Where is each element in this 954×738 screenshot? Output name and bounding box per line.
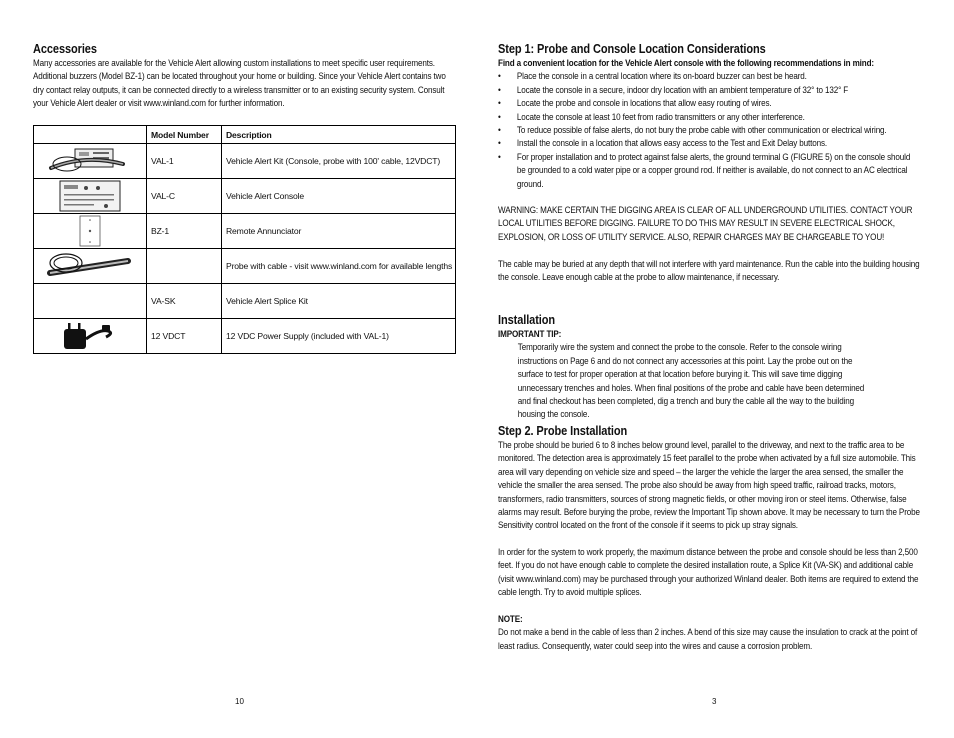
list-item: • Install the console in a location that allows easy access to the Test and Exit Delay buttons. — [498, 137, 921, 150]
list-item: • Place the console in a central location where its on-board buzzer can best be heard. — [498, 70, 921, 83]
list-item: • Locate the console in a secure, indoor dry location with an ambient temperature of 32° to 132° F — [498, 84, 921, 97]
table-cell-image — [34, 179, 147, 214]
accessories-table — [33, 125, 456, 354]
table-row — [34, 144, 456, 179]
note-text: Do not make a bend in the cable of less than 2 inches. A bend of this size may cause the insulation to crack at the point of least radius. Consequently, water could seep into the wires and cause a corrosion problem. — [498, 627, 918, 651]
table-cell-model: VAL-1 — [147, 144, 222, 179]
table-cell-image — [34, 144, 147, 179]
page-number-left: 10 — [235, 697, 244, 706]
installation-heading: Installation — [498, 313, 556, 327]
page-number-right: 3 — [712, 697, 717, 706]
table-row — [34, 249, 456, 284]
accessories-heading: Accessories — [33, 42, 97, 56]
step1-lead: Find a convenient location for the Vehicle Alert console with the following recommendations in mind: — [498, 58, 874, 68]
table-cell-description: Remote Annunciator — [222, 214, 456, 249]
table-cell-description: Vehicle Alert Splice Kit — [222, 284, 456, 319]
step1-heading: Step 1: Probe and Console Location Considerations — [498, 42, 766, 56]
table-row — [34, 284, 456, 319]
step2-heading: Step 2. Probe Installation — [498, 424, 628, 438]
cable-paragraph: The cable may be buried at any depth that will not interfere with yard maintenance. Run the cable into the building housing the console. Leave enough cable at the probe to allow maintenance, if necessary. — [498, 259, 920, 283]
accessories-intro: Many accessories are available for the Vehicle Alert allowing custom installations to meet specific user requirements. Additional buzzers (Model BZ-1) can be located throughout your home or building. Since your Vehicle Alert contains two dry contact relay outputs, it can be connected directly to a wireless transmitter or to an existing security system. Consult your Vehicle Alert dealer or visit www.winland.com for further information. — [33, 58, 446, 109]
step1-section — [498, 57, 921, 191]
step1-bullet-list — [498, 70, 921, 191]
table-cell-description: Probe with cable - visit www.winland.com for available lengths — [222, 249, 456, 284]
table-cell-model — [147, 249, 222, 284]
annunciator-icon — [78, 215, 102, 247]
table-cell-model: BZ-1 — [147, 214, 222, 249]
console-icon — [58, 180, 122, 212]
table-header-row — [34, 126, 456, 144]
table-cell-model: VA-SK — [147, 284, 222, 319]
table-cell-description: Vehicle Alert Console — [222, 179, 456, 214]
console-kit-icon — [45, 146, 135, 176]
table-cell-description: 12 VDC Power Supply (included with VAL-1) — [222, 319, 456, 354]
list-item: • For proper installation and to protect against false alerts, the ground terminal G (FIGURE 5) on the console should be grounded to a cold water pipe or a copper ground rod. If neither is available, do not connect to an AC electrical ground. — [498, 151, 921, 191]
tip-text: Temporarily wire the system and connect the probe to the console. Refer to the console wiring instructions on Page 6 and do not connect any accessories at this point. Lay the probe out on the surface to test for proper operation at that location before burying it. This will save time digging unnecessary trenches and holes. When final positions of the probe and cable have been determined and final checkout has been completed, dig a trench and bury the cable all the way to the building housing the console. — [517, 342, 865, 420]
list-item: • Locate the probe and console in locations that allow easy routing of wires. — [498, 97, 921, 110]
list-item: • Locate the console at least 10 feet from radio transmitters or any other interference. — [498, 111, 921, 124]
table-cell-model: 12 VDCT — [147, 319, 222, 354]
table-row — [34, 319, 456, 354]
header-description: Description — [222, 126, 456, 144]
tip-label: IMPORTANT TIP: — [498, 329, 562, 339]
table-row — [34, 214, 456, 249]
note-label: NOTE: — [498, 614, 523, 624]
warning-text: WARNING: MAKE CERTAIN THE DIGGING AREA IS CLEAR OF ALL UNDERGROUND UTILITIES. CONTACT YOUR LOCAL UTILITIES BEFORE DIGGING. FAILURE TO DO THIS MAY RESULT IN SEVERE ELECTRICAL SHOCK, EXPLOSION, OR LOSS OF UTILITY SERVICE. ALSO, REPAIR CHARGES MAY BE CHARGEABLE TO YOU! — [498, 205, 913, 242]
step2-paragraph-2: In order for the system to work properly, the maximum distance between the probe and console should be less than 2,500 feet. If you do not have enough cable to complete the desired installation route, a Splice Kit (VA-SK) and additional cable (visit www.winland.com) may be purchased through your authorized Winland dealer. Both items are required to extend the cable length. Try to avoid multiple splices. — [498, 547, 919, 598]
table-cell-image — [34, 284, 147, 319]
probe-cable-icon — [42, 251, 138, 281]
power-supply-icon — [60, 321, 120, 351]
tip-section — [498, 328, 921, 422]
header-image — [34, 126, 147, 144]
header-model-number: Model Number — [147, 126, 222, 144]
table-cell-image — [34, 319, 147, 354]
table-row — [34, 179, 456, 214]
table-cell-description: Vehicle Alert Kit (Console, probe with 100' cable, 12VDCT) — [222, 144, 456, 179]
note-section — [498, 613, 921, 653]
table-cell-image — [34, 214, 147, 249]
list-item: • To reduce possible of false alerts, do not bury the probe cable with other communication or electrical wiring. — [498, 124, 921, 137]
table-cell-image — [34, 249, 147, 284]
step2-paragraph-1: The probe should be buried 6 to 8 inches below ground level, parallel to the driveway, and next to the traffic area to be monitored. The detection area is approximately 15 feet parallel to the probe when activated by a full size automobile. This area will vary depending on vehicle size and speed – the larger the vehicle the larger the area sensed, the smaller the vehicle the smaller the area sensed. The probe also should be away from high speed traffic, railroad tracks, motors, transformers, radio transmitters, sources of strong magnetic fields, or other moving iron or steel items. Otherwise, false alarms may result. Before burying the probe, review the Important Tip shown above. It may be necessary to turn the Probe Sensitivity control located on the front of the console if it seems to pick up stray signals. — [498, 440, 920, 531]
table-cell-model: VAL-C — [147, 179, 222, 214]
